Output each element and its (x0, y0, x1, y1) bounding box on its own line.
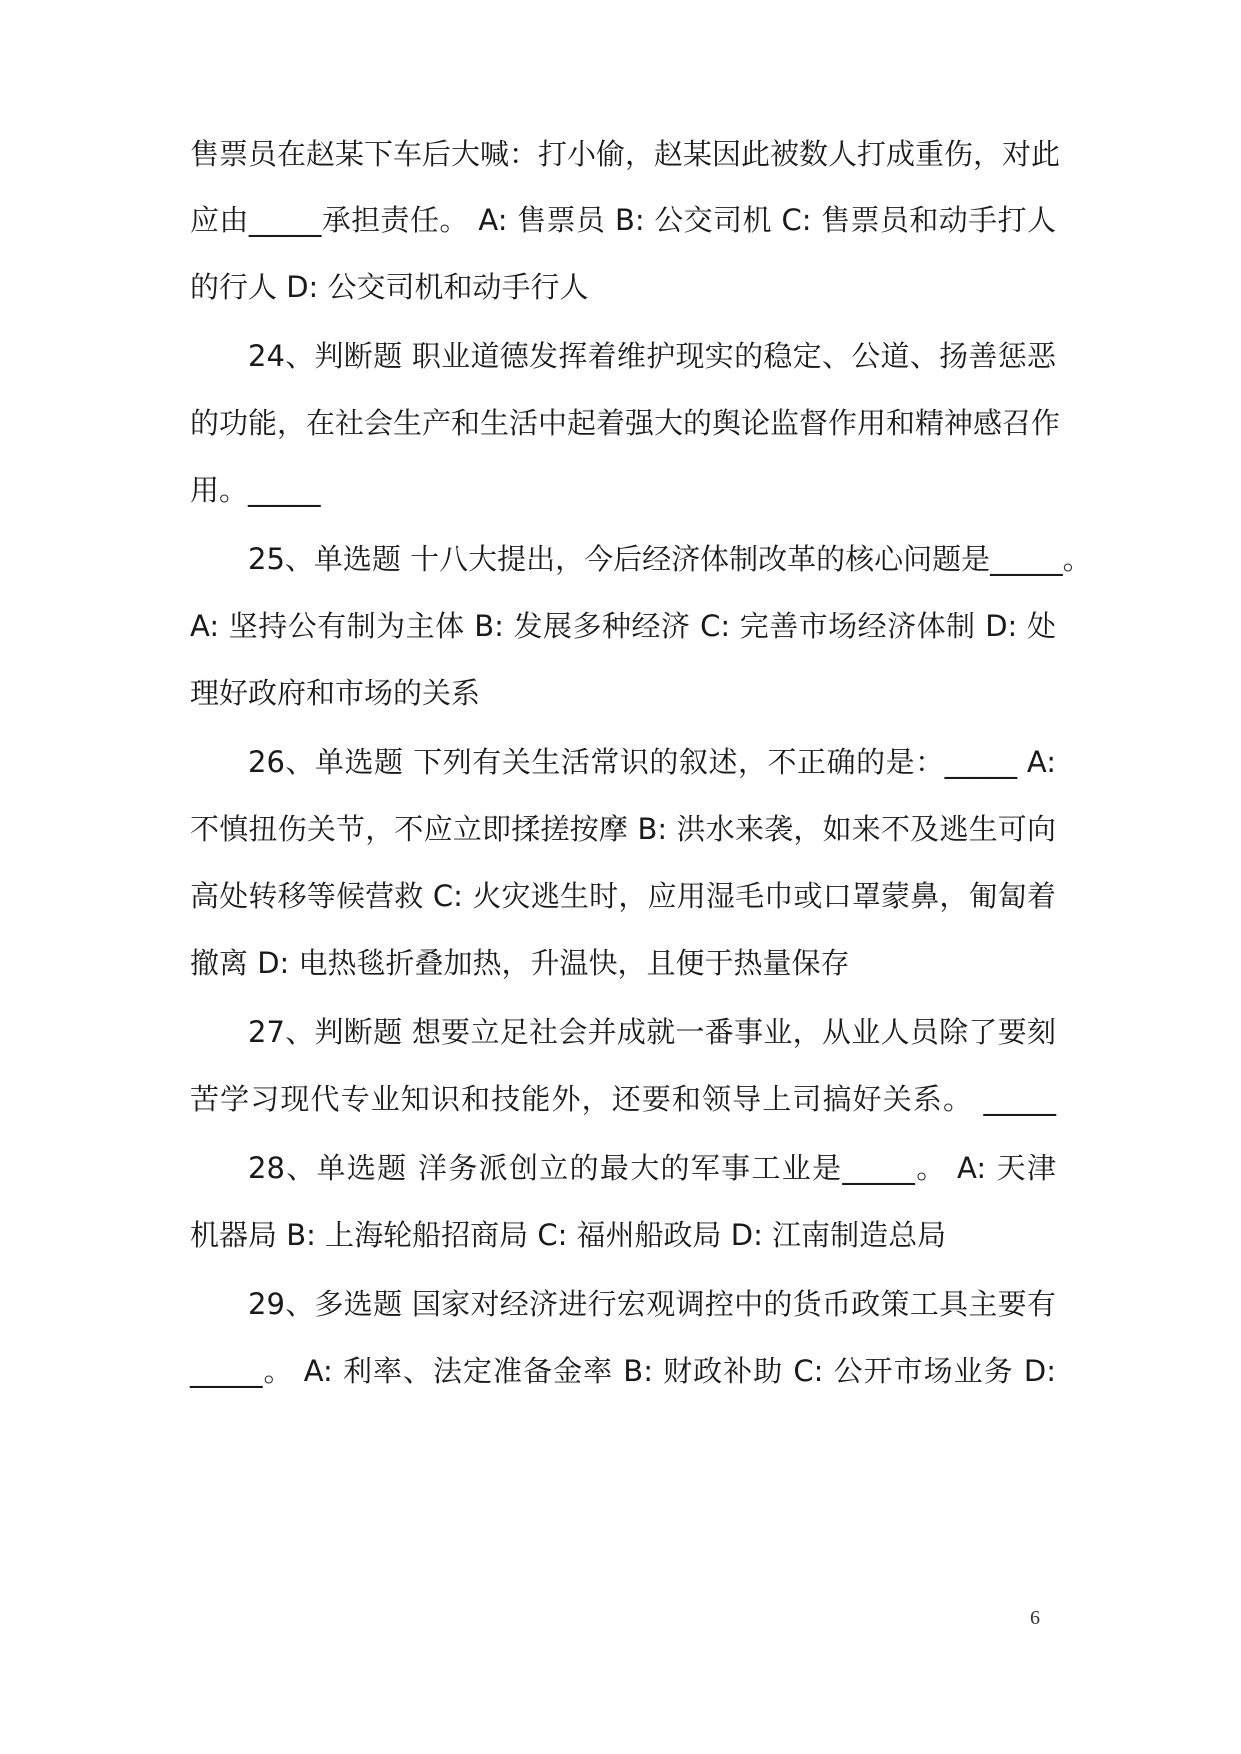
page-number: 6 (1030, 1607, 1040, 1629)
text-line: A: 坚持公有制为主体 B: 发展多种经济 C: 完善市场经济体制 D: 处 (190, 609, 1056, 643)
text-line: 售票员在赵某下车后大喊：打小偷，赵某因此被数人打成重伤，对此 (190, 137, 1061, 171)
question-24-line: 24、判断题 职业道德发挥着维护现实的稳定、公道、扬善惩恶 (248, 339, 1056, 373)
text-line: 应由_____承担责任。 A: 售票员 B: 公交司机 C: 售票员和动手打人 (190, 203, 1056, 237)
text-line: 的功能，在社会生产和生活中起着强大的舆论监督作用和精神感召作 (190, 406, 1061, 440)
text-line: 的行人 D: 公交司机和动手行人 (190, 270, 589, 304)
text-line: 撤离 D: 电热毯折叠加热，升温快，且便于热量保存 (190, 946, 850, 980)
question-26-line: 26、单选题 下列有关生活常识的叙述，不正确的是：_____ A: (248, 745, 1056, 779)
text-line: _____。 A: 利率、法定准备金率 B: 财政补助 C: 公开市场业务 D: (190, 1354, 1056, 1388)
question-25-line: 25、单选题 十八大提出，今后经济体制改革的核心问题是_____。 (248, 542, 1092, 576)
text-line: 苦学习现代专业知识和技能外，还要和领导上司搞好关系。 _____ (190, 1082, 1056, 1116)
question-28-line: 28、单选题 洋务派创立的最大的军事工业是_____。 A: 天津 (248, 1151, 1056, 1185)
text-line: 不慎扭伤关节，不应立即揉搓按摩 B: 洪水来袭，如来不及逃生可向 (190, 812, 1056, 846)
question-27-line: 27、判断题 想要立足社会并成就一番事业，从业人员除了要刻 (248, 1015, 1056, 1049)
text-line: 机器局 B: 上海轮船招商局 C: 福州船政局 D: 江南制造总局 (190, 1218, 947, 1252)
question-29-line: 29、多选题 国家对经济进行宏观调控中的货币政策工具主要有 (248, 1287, 1056, 1321)
text-line: 高处转移等候营救 C: 火灾逃生时，应用湿毛巾或口罩蒙鼻，匍匐着 (190, 879, 1056, 913)
text-line: 理好政府和市场的关系 (190, 676, 481, 710)
text-line: 用。_____ (190, 473, 321, 507)
